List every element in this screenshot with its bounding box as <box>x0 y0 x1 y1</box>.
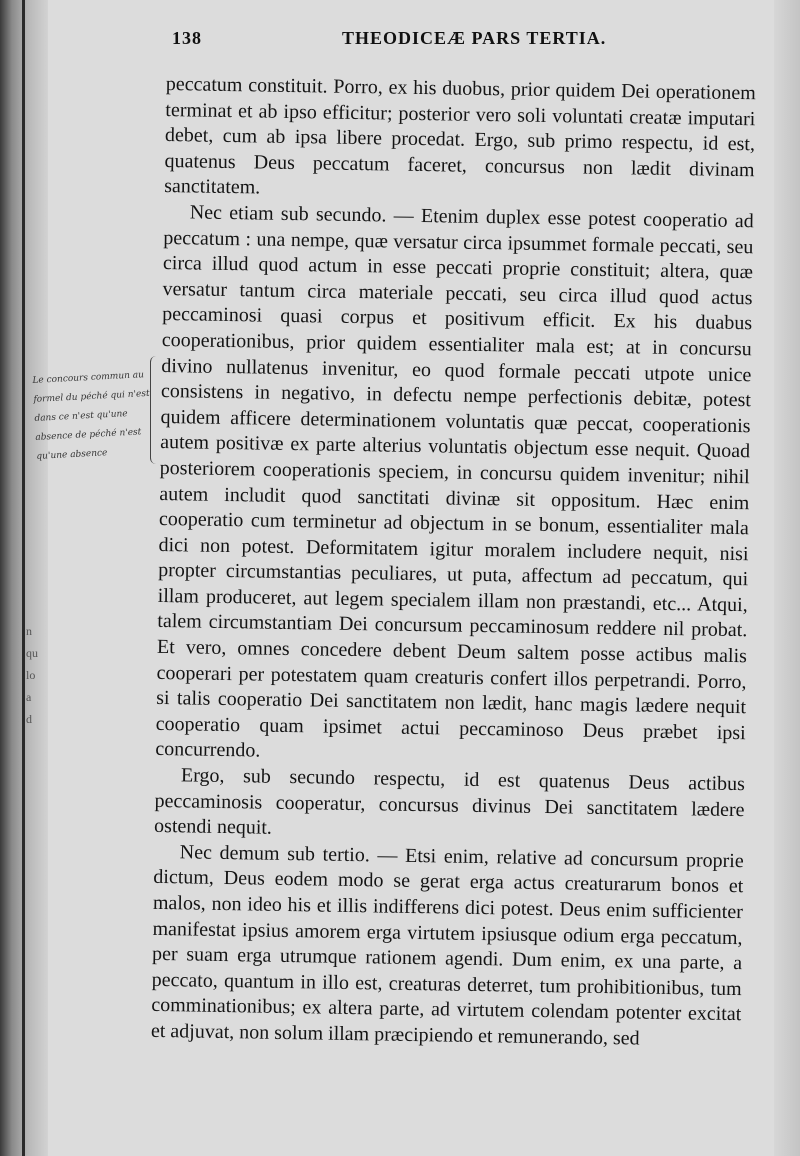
handwritten-marginal-note <box>32 365 173 467</box>
margin-marks <box>26 620 40 730</box>
margin-mark: a <box>26 690 32 704</box>
page-header <box>172 28 612 56</box>
margin-mark: d <box>26 712 32 726</box>
paragraph: Nec demum sub tertio. — Etsi enim, relative ad concursum proprie dictum, Deus eodem modo se gerat erga actus creaturarum bonos et malos, non ideo his et illis indifferens dici potest. Deus enim sufficienter manifestat ipsius amorem erga virtutem ipsiusque odium erga peccatum, per suam erga utrumque rationem agendi. Dum enim, ex una parte, a peccato, quantum in illo est, creaturas deterret, tum prohibitionibus, tum comminationibus; ex altera parte, ad virtutem colendam potenter excitat et adjuvat, non solum illam præcipiendo et remunerando, sed <box>150 841 744 1050</box>
marginal-note-line: formel du péché qui n'est <box>33 388 150 405</box>
margin-mark: n <box>26 624 32 638</box>
facing-page-edge <box>774 0 800 1156</box>
paragraph: Nec etiam sub secundo. — Etenim duplex esse potest cooperatio ad peccatum : una nempe, quæ versatur circa ipsummet formale peccati, seu circa illud quod actum in esse peccati proprie constituit; altera, quæ versatur tantum circa materiale peccati, seu circa illud quod actus peccaminosi quasi corpus et positivum efficit. Ex his duabus cooperationibus, prior quidem essentialiter mala est; at in concursu divino nullatenus invenitur, eo quod formale peccati utpote unice consistens in negativo, in defectu nempe perfectionis debitæ, potest quidem afficere determinationem voluntatis quæ peccat, cooperationis autem positivæ ex parte alterius voluntatis objectum esse nequit. Quoad posteriorem cooperationis speciem, in concursu quidem invenitur; nihil autem includit quod sanctitati divinæ sit oppositum. Hæc enim cooperatio cum terminetur ad objectum in se bonum, essentialiter mala dici non potest. Deformitatem igitur moralem includere nequit, nisi propter circumstantias peculiares, ut puta, affectum ad peccatum, qui illam produceret, aut legem specialem illam non præstandi, etc... Atqui, talem circumstantiam Dei concursum peccaminosum reddere nil probat. Et vero, omnes concedere debent Deum saltem posse actibus malis cooperari per potestatem quam creaturis confert illos perpetrandi. Porro, si talis cooperatio Dei sanctitatem non lædit, hanc magis lædere nequit cooperatio quam ipsimet actui peccaminoso Deus præbet ipsi concurrendo. <box>155 201 754 763</box>
page-number: 138 <box>172 28 202 48</box>
margin-mark: qu <box>26 646 38 660</box>
marginal-note-line: dans ce n'est qu'une <box>34 409 128 424</box>
marginal-note-line: Le concours commun au <box>32 370 145 386</box>
marginal-note-line: absence de péché n'est <box>35 427 142 443</box>
gutter-fold-line <box>22 0 25 1156</box>
marginal-note-line: qu'une absence <box>36 448 108 462</box>
paragraph: Ergo, sub secundo respectu, id est quatenus Deus actibus peccaminosis cooperatur, concursus divinus Dei sanctitatem lædere ostendi nequit. <box>153 764 746 839</box>
paragraph: peccatum constituit. Porro, ex his duobus, prior quidem Dei operationem terminat et ab ipso efficitur; posterior vero soli voluntati creatæ imputari debet, cum ab ipsa libere procedat. Ergo, sub primo respectu, id est, quatenus Deus peccatum faceret, concursus non lædit divinam sanctitatem. <box>164 72 756 199</box>
margin-mark: lo <box>26 668 36 682</box>
body-text <box>151 72 756 1054</box>
running-title: THEODICEÆ PARS TERTIA. <box>342 28 607 48</box>
